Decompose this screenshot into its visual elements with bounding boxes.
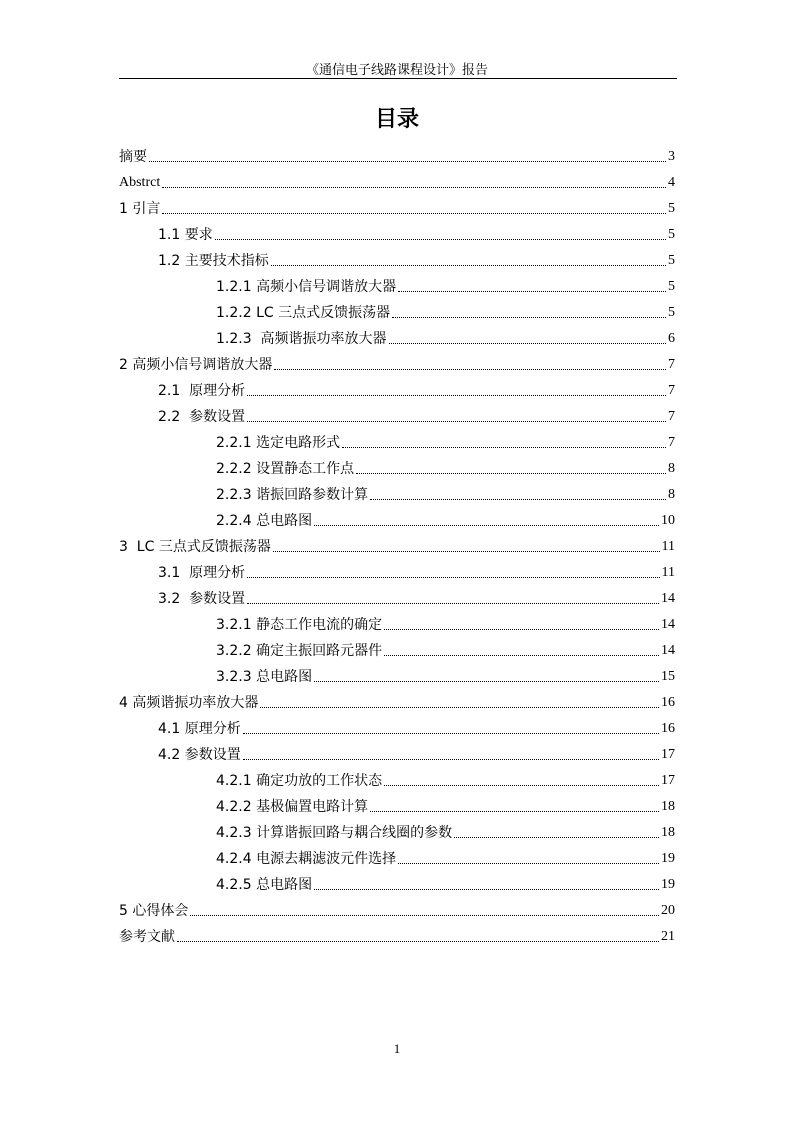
toc-entry-page: 5 xyxy=(668,305,675,320)
toc-dot-leader xyxy=(247,395,666,396)
toc-dot-leader xyxy=(190,915,659,916)
toc-entry[interactable] xyxy=(119,140,675,166)
toc-entry-page: 14 xyxy=(661,643,675,658)
toc-entry-label: 4.2.3 计算谐振回路与耦合线圈的参数 xyxy=(216,825,453,841)
toc-entry[interactable] xyxy=(119,296,675,322)
toc-entry-page: 11 xyxy=(661,539,675,554)
toc-entry-label: 5 心得体会 xyxy=(119,903,189,919)
toc-entry[interactable] xyxy=(119,790,675,816)
toc-dot-leader xyxy=(398,863,659,864)
toc-entry-label: 4.2.4 电源去耦滤波元件选择 xyxy=(216,851,397,867)
toc-entry[interactable] xyxy=(119,712,675,738)
toc-entry-page: 18 xyxy=(661,825,675,840)
toc-entry[interactable] xyxy=(119,322,675,348)
toc-entry[interactable] xyxy=(119,192,675,218)
toc-entry-page: 10 xyxy=(661,513,675,528)
toc-entry-label: 1.2.2 LC 三点式反馈振荡器 xyxy=(216,305,391,321)
toc-entry-page: 17 xyxy=(661,773,675,788)
toc-entry-page: 19 xyxy=(661,877,675,892)
toc-entry[interactable] xyxy=(119,608,675,634)
toc-dot-leader xyxy=(274,369,666,370)
toc-entry-label: 3.1 原理分析 xyxy=(158,565,246,581)
toc-entry-page: 16 xyxy=(661,695,675,710)
toc-entry-label: 2.2.4 总电路图 xyxy=(216,513,313,529)
toc-entry-label: 1.2.3 高频谐振功率放大器 xyxy=(216,331,387,347)
toc-dot-leader xyxy=(247,603,659,604)
toc-entry-page: 18 xyxy=(661,799,675,814)
toc-entry-label: 4.2.2 基极偏置电路计算 xyxy=(216,799,369,815)
toc-dot-leader xyxy=(384,785,659,786)
toc-entry-label: 1.1 要求 xyxy=(158,227,213,243)
toc-dot-leader xyxy=(149,161,666,162)
toc-entry-page: 15 xyxy=(661,669,675,684)
toc-entry-label: 1.2 主要技术指标 xyxy=(158,253,269,269)
toc-entry[interactable] xyxy=(119,270,675,296)
toc-entry[interactable] xyxy=(119,686,675,712)
toc-entry-label: 4.2.5 总电路图 xyxy=(216,877,313,893)
toc-entry[interactable] xyxy=(119,556,675,582)
toc-dot-leader xyxy=(260,707,659,708)
toc-entry-page: 21 xyxy=(661,929,675,944)
toc-entry-label: 4.1 原理分析 xyxy=(158,721,241,737)
header-rule xyxy=(119,78,677,79)
toc-entry-page: 7 xyxy=(668,435,675,450)
toc-entry-page: 3 xyxy=(668,149,675,164)
toc-entry[interactable] xyxy=(119,426,675,452)
toc-entry[interactable] xyxy=(119,868,675,894)
toc-entry-page: 5 xyxy=(668,227,675,242)
toc-entry-page: 20 xyxy=(661,903,675,918)
toc-entry-page: 11 xyxy=(661,565,675,580)
toc-entry-label: 3.2.2 确定主振回路元器件 xyxy=(216,643,383,659)
toc-dot-leader xyxy=(162,213,666,214)
toc-entry[interactable] xyxy=(119,530,675,556)
toc-entry[interactable] xyxy=(119,738,675,764)
toc-entry-label: 2.2 参数设置 xyxy=(158,409,246,425)
toc-dot-leader xyxy=(243,759,659,760)
toc-entry-page: 6 xyxy=(668,331,675,346)
toc-entry-label: 3 LC 三点式反馈振荡器 xyxy=(119,539,271,555)
toc-entry[interactable] xyxy=(119,400,675,426)
toc-dot-leader xyxy=(271,265,666,266)
toc-entry-page: 5 xyxy=(668,201,675,216)
toc-entry-page: 17 xyxy=(661,747,675,762)
toc-entry-page: 5 xyxy=(668,253,675,268)
toc-dot-leader xyxy=(273,551,660,552)
toc-entry-page: 19 xyxy=(661,851,675,866)
toc-entry-label: 2.1 原理分析 xyxy=(158,383,246,399)
toc-entry[interactable] xyxy=(119,374,675,400)
toc-entry-label: 3.2.1 静态工作电流的确定 xyxy=(216,617,383,633)
toc-entry[interactable] xyxy=(119,166,675,192)
toc-entry-label: 2 高频小信号调谐放大器 xyxy=(119,357,273,373)
toc-entry[interactable] xyxy=(119,478,675,504)
toc-dot-leader xyxy=(370,499,666,500)
toc-entry[interactable] xyxy=(119,504,675,530)
toc-dot-leader xyxy=(162,187,666,188)
toc-entry[interactable] xyxy=(119,764,675,790)
toc-entry[interactable] xyxy=(119,218,675,244)
toc-entry-page: 14 xyxy=(661,591,675,606)
toc-dot-leader xyxy=(356,473,666,474)
toc-entry-page: 7 xyxy=(668,409,675,424)
page-number: 1 xyxy=(393,1041,401,1056)
table-of-contents xyxy=(119,140,675,946)
toc-entry-label: 2.2.3 谐振回路参数计算 xyxy=(216,487,369,503)
toc-entry-label: 4 高频谐振功率放大器 xyxy=(119,695,259,711)
toc-entry-label: 参考文献 xyxy=(119,929,175,945)
toc-entry[interactable] xyxy=(119,452,675,478)
toc-dot-leader xyxy=(247,577,659,578)
toc-entry-label: 4.2 参数设置 xyxy=(158,747,241,763)
toc-entry[interactable] xyxy=(119,816,675,842)
toc-entry-label: Abstrct xyxy=(119,175,161,190)
toc-dot-leader xyxy=(314,525,659,526)
toc-entry-page: 16 xyxy=(661,721,675,736)
toc-dot-leader xyxy=(314,889,659,890)
toc-entry-page: 8 xyxy=(668,487,675,502)
running-header: 《通信电子线路课程设计》报告 xyxy=(305,63,488,78)
toc-title: 目录 xyxy=(374,107,419,132)
toc-dot-leader xyxy=(215,239,666,240)
toc-entry-label: 3.2.3 总电路图 xyxy=(216,669,313,685)
toc-entry[interactable] xyxy=(119,660,675,686)
toc-entry-page: 4 xyxy=(668,175,675,190)
toc-dot-leader xyxy=(370,811,659,812)
toc-dot-leader xyxy=(247,421,666,422)
toc-entry-label: 1.2.1 高频小信号调谐放大器 xyxy=(216,279,397,295)
toc-dot-leader xyxy=(398,291,666,292)
toc-dot-leader xyxy=(314,681,659,682)
toc-entry-page: 7 xyxy=(668,383,675,398)
toc-entry[interactable] xyxy=(119,920,675,946)
toc-entry[interactable] xyxy=(119,634,675,660)
toc-entry[interactable] xyxy=(119,244,675,270)
toc-dot-leader xyxy=(384,629,659,630)
toc-entry-page: 5 xyxy=(668,279,675,294)
toc-entry[interactable] xyxy=(119,842,675,868)
toc-dot-leader xyxy=(389,343,666,344)
toc-dot-leader xyxy=(384,655,659,656)
toc-entry-label: 1 引言 xyxy=(119,201,161,217)
toc-entry-label: 2.2.1 选定电路形式 xyxy=(216,435,341,451)
toc-entry-page: 14 xyxy=(661,617,675,632)
toc-entry-label: 摘要 xyxy=(119,149,147,165)
toc-dot-leader xyxy=(177,941,659,942)
toc-dot-leader xyxy=(243,733,659,734)
toc-entry[interactable] xyxy=(119,348,675,374)
toc-entry[interactable] xyxy=(119,894,675,920)
toc-entry-page: 7 xyxy=(668,357,675,372)
toc-dot-leader xyxy=(454,837,659,838)
toc-entry-label: 4.2.1 确定功放的工作状态 xyxy=(216,773,383,789)
toc-entry-label: 2.2.2 设置静态工作点 xyxy=(216,461,355,477)
toc-entry-label: 3.2 参数设置 xyxy=(158,591,246,607)
toc-dot-leader xyxy=(342,447,666,448)
toc-entry[interactable] xyxy=(119,582,675,608)
toc-dot-leader xyxy=(392,317,666,318)
toc-entry-page: 8 xyxy=(668,461,675,476)
